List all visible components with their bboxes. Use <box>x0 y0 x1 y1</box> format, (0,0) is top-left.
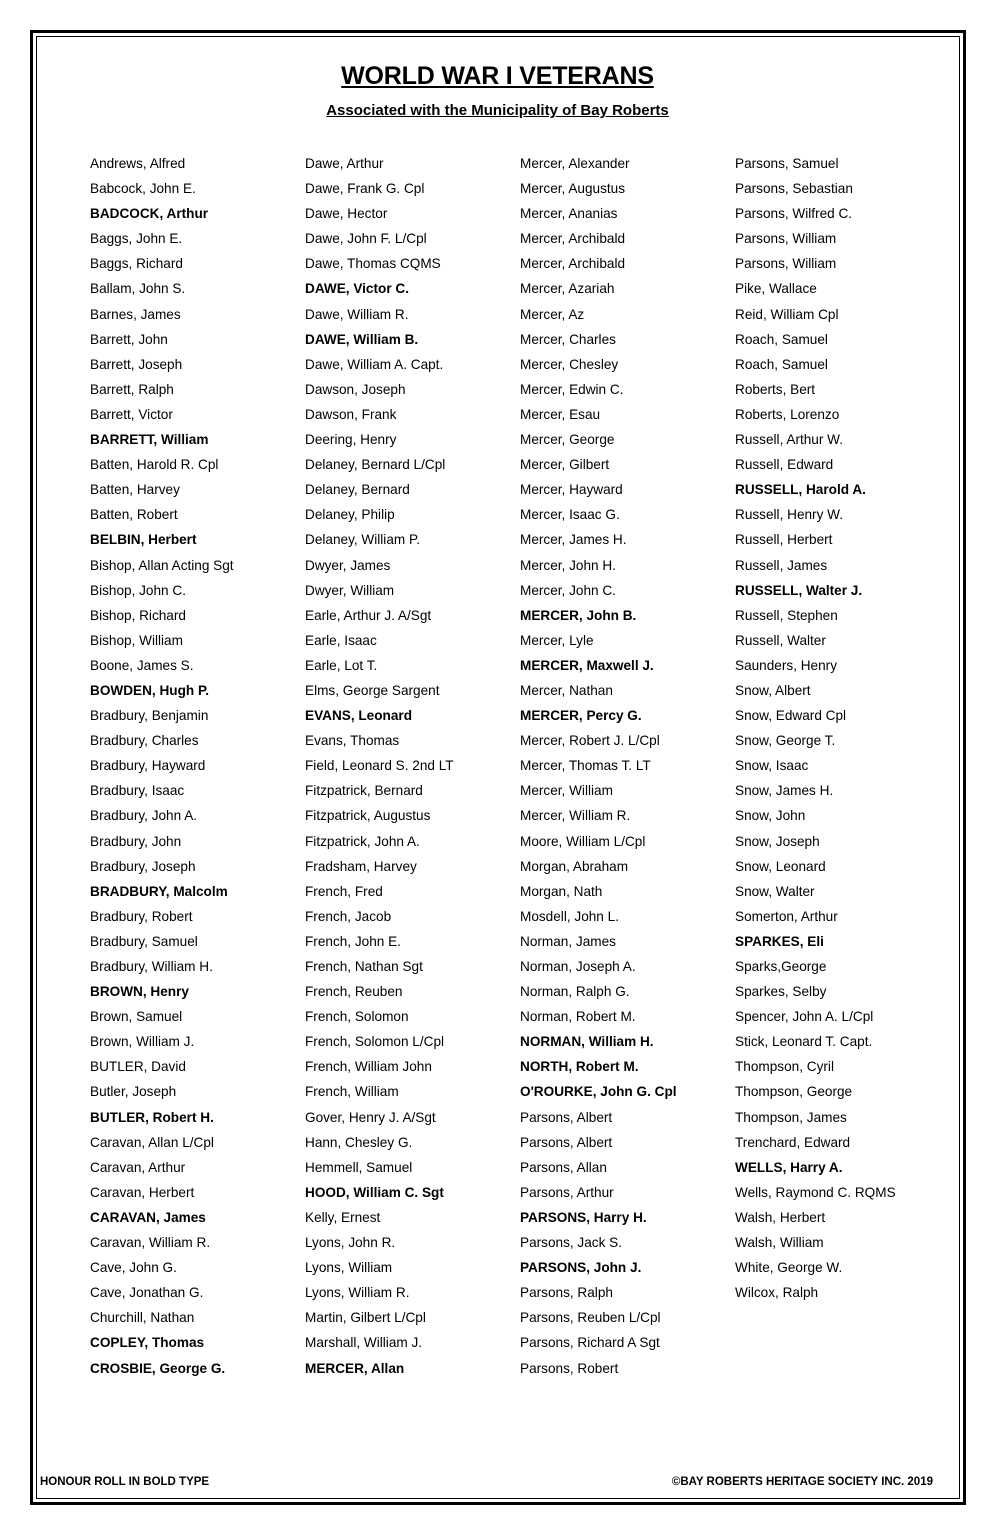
veteran-name: Cave, John G. <box>90 1260 177 1276</box>
veteran-name: Caravan, Allan L/Cpl <box>90 1134 214 1150</box>
name-column-4 <box>735 153 896 1307</box>
copyright-notice: ©BAY ROBERTS HERITAGE SOCIETY INC. 2019 <box>671 1476 933 1488</box>
veteran-name: Deering, Henry <box>305 432 397 448</box>
veteran-name: Dawe, Hector <box>305 206 388 222</box>
veteran-name: Norman, Robert M. <box>520 1009 636 1025</box>
veteran-name: Mercer, Lyle <box>520 632 594 648</box>
name-column-1 <box>90 153 234 1383</box>
veteran-name: Cave, Jonathan G. <box>90 1285 204 1301</box>
veteran-name: Thompson, Cyril <box>735 1059 834 1075</box>
veteran-name: Snow, Edward Cpl <box>735 708 847 724</box>
veteran-name: Caravan, Arthur <box>90 1159 186 1175</box>
veteran-name: BUTLER, David <box>90 1059 186 1075</box>
veteran-name: Brown, Samuel <box>90 1009 183 1025</box>
veteran-name: Barrett, Victor <box>90 406 173 422</box>
veteran-name: Field, Leonard S. 2nd LT <box>305 758 454 774</box>
veteran-name: Andrews, Alfred <box>90 156 186 171</box>
veteran-name: French, Jacob <box>305 908 392 924</box>
veteran-name: BRADBURY, Malcolm <box>90 883 228 899</box>
veteran-name: Bishop, Allan Acting Sgt <box>90 557 234 573</box>
veteran-name: DAWE, William B. <box>305 331 419 347</box>
veteran-name: NORTH, Robert M. <box>520 1059 639 1075</box>
veteran-name: Bradbury, Benjamin <box>90 708 209 724</box>
veteran-name: SPARKES, Eli <box>735 933 824 949</box>
veteran-name: Fitzpatrick, Bernard <box>305 783 423 799</box>
veteran-name: BOWDEN, Hugh P. <box>90 682 210 698</box>
veteran-name: MERCER, Percy G. <box>520 708 642 724</box>
veteran-name: Somerton, Arthur <box>735 908 838 924</box>
veteran-name: Mercer, John C. <box>520 582 616 598</box>
veteran-name: Thompson, James <box>735 1109 847 1125</box>
veteran-name: Russell, Edward <box>735 457 834 473</box>
veteran-name: Bishop, William <box>90 632 183 648</box>
veteran-name: Dawson, Frank <box>305 406 397 422</box>
veteran-name: French, Solomon <box>305 1009 409 1025</box>
veteran-name: Hemmell, Samuel <box>305 1159 413 1175</box>
veteran-name: Norman, James <box>520 933 616 949</box>
veteran-name: Parsons, Robert <box>520 1360 619 1376</box>
veteran-name: French, Nathan Sgt <box>305 959 423 974</box>
veteran-name: Russell, Walter <box>735 632 826 648</box>
veteran-name: Mercer, Edwin C. <box>520 381 624 397</box>
veteran-name: Fitzpatrick, Augustus <box>305 808 431 824</box>
veteran-name: Snow, Walter <box>735 883 815 899</box>
veteran-name: Delaney, Philip <box>305 507 395 523</box>
veteran-name: MERCER, John B. <box>520 607 637 623</box>
veteran-name: Mercer, William R. <box>520 808 631 824</box>
veteran-name: Bishop, John C. <box>90 582 186 598</box>
veteran-name: Russell, Henry W. <box>735 507 844 523</box>
name-column-2 <box>305 153 454 1383</box>
veteran-name: Snow, Joseph <box>735 833 820 849</box>
veteran-name: RUSSELL, Harold A. <box>735 482 866 498</box>
veteran-name: Parsons, Albert <box>520 1109 613 1125</box>
veteran-name: Batten, Robert <box>90 507 178 523</box>
veteran-name: Russell, Arthur W. <box>735 432 844 448</box>
veteran-name: White, George W. <box>735 1260 843 1276</box>
veteran-name: French, William <box>305 1084 399 1100</box>
veteran-name: Baggs, John E. <box>90 231 183 247</box>
veteran-name: Roberts, Bert <box>735 381 816 397</box>
veteran-name: BARRETT, William <box>90 432 209 448</box>
veteran-name: Parsons, Richard A Sgt <box>520 1335 660 1351</box>
veteran-name: O'ROURKE, John G. Cpl <box>520 1084 677 1100</box>
veteran-name: BROWN, Henry <box>90 984 189 1000</box>
veteran-name: Ballam, John S. <box>90 281 186 297</box>
veteran-name: CROSBIE, George G. <box>90 1360 226 1376</box>
veteran-name: PARSONS, John J. <box>520 1260 642 1276</box>
veteran-name: Elms, George Sargent <box>305 682 440 698</box>
veteran-name: Parsons, William <box>735 231 837 247</box>
veteran-name: Morgan, Abraham <box>520 858 629 874</box>
veteran-name: Mercer, Hayward <box>520 482 623 498</box>
veteran-name: Fradsham, Harvey <box>305 858 417 874</box>
veteran-name: Dawson, Joseph <box>305 381 406 397</box>
veteran-name: Delaney, Bernard <box>305 482 410 498</box>
veteran-name: Spencer, John A. L/Cpl <box>735 1009 874 1025</box>
veteran-name: PARSONS, Harry H. <box>520 1209 647 1225</box>
veteran-name: Trenchard, Edward <box>735 1134 851 1150</box>
veteran-name: Caravan, William R. <box>90 1235 211 1251</box>
veteran-name: Sparkes, Selby <box>735 984 827 1000</box>
veteran-name: Mercer, Chesley <box>520 356 619 372</box>
veteran-name: Pike, Wallace <box>735 281 817 297</box>
veteran-name: Hann, Chesley G. <box>305 1134 413 1150</box>
page-title: WORLD WAR I VETERANS <box>341 62 654 90</box>
veteran-name: Parsons, Wilfred C. <box>735 206 853 222</box>
veteran-name: Snow, James H. <box>735 783 834 799</box>
veteran-name: French, Solomon L/Cpl <box>305 1034 445 1050</box>
veteran-name: Mercer, Nathan <box>520 682 613 698</box>
veteran-name: RUSSELL, Walter J. <box>735 582 863 598</box>
veteran-name: Parsons, Reuben L/Cpl <box>520 1310 661 1326</box>
veteran-name: Parsons, Allan <box>520 1159 607 1175</box>
veteran-name: Lyons, John R. <box>305 1235 396 1251</box>
veteran-name: Delaney, William P. <box>305 532 421 548</box>
veteran-name: Kelly, Ernest <box>305 1209 381 1225</box>
veteran-name: Russell, Herbert <box>735 532 833 548</box>
veteran-name: Barrett, Ralph <box>90 381 174 397</box>
veteran-name: Mercer, Archibald <box>520 231 626 247</box>
veteran-name: Bradbury, Samuel <box>90 933 198 949</box>
veteran-name: Dawe, Thomas CQMS <box>305 256 441 272</box>
veteran-name: COPLEY, Thomas <box>90 1335 205 1351</box>
veteran-name: Wells, Raymond C. RQMS <box>735 1184 896 1200</box>
veteran-name: Mercer, Alexander <box>520 156 630 171</box>
veteran-name: French, John E. <box>305 933 401 949</box>
veteran-name: Barrett, Joseph <box>90 356 183 372</box>
veteran-name: Snow, Albert <box>735 682 811 698</box>
veteran-name: Delaney, Bernard L/Cpl <box>305 457 446 473</box>
veteran-name: Bradbury, William H. <box>90 959 213 974</box>
page-subtitle: Associated with the Municipality of Bay Roberts <box>326 102 669 119</box>
veteran-name: Mercer, Archibald <box>520 256 626 272</box>
veteran-name: Mercer, Gilbert <box>520 457 610 473</box>
veteran-name: BUTLER, Robert H. <box>90 1109 214 1125</box>
veteran-name: Dwyer, James <box>305 557 391 573</box>
veteran-name: Baggs, Richard <box>90 256 183 272</box>
veteran-name: Mercer, Ananias <box>520 206 618 222</box>
veteran-name: Walsh, William <box>735 1235 824 1251</box>
veteran-name: Batten, Harold R. Cpl <box>90 457 219 473</box>
veteran-name: Thompson, George <box>735 1084 853 1100</box>
veteran-name: Bradbury, John A. <box>90 808 198 824</box>
veteran-name: Russell, Stephen <box>735 607 838 623</box>
veteran-name: Mosdell, John L. <box>520 908 619 924</box>
veteran-name: HOOD, William C. Sgt <box>305 1184 444 1200</box>
veteran-name: Walsh, Herbert <box>735 1209 826 1225</box>
veteran-name: Parsons, Samuel <box>735 156 839 171</box>
veteran-name: Bradbury, Hayward <box>90 758 206 774</box>
veteran-name: French, Reuben <box>305 984 403 1000</box>
veteran-name: Parsons, William <box>735 256 837 272</box>
honour-roll-note: HONOUR ROLL IN BOLD TYPE <box>40 1476 210 1488</box>
veteran-name: Earle, Isaac <box>305 632 377 648</box>
veteran-name: Parsons, Albert <box>520 1134 613 1150</box>
veteran-name: French, William John <box>305 1059 432 1075</box>
veteran-name: MERCER, Maxwell J. <box>520 657 654 673</box>
veteran-name: Dwyer, William <box>305 582 395 598</box>
veteran-name: Parsons, Arthur <box>520 1184 614 1200</box>
veteran-name: Roach, Samuel <box>735 356 828 372</box>
veteran-name: Boone, James S. <box>90 657 194 673</box>
veteran-name: Snow, Isaac <box>735 758 809 774</box>
veteran-name: Mercer, William <box>520 783 613 799</box>
veteran-name: Snow, John <box>735 808 806 824</box>
veteran-name: Barnes, James <box>90 306 181 322</box>
veteran-name: Bradbury, Robert <box>90 908 193 924</box>
veteran-name: Marshall, William J. <box>305 1335 423 1351</box>
veteran-name: Bradbury, Isaac <box>90 783 185 799</box>
veteran-name: Dawe, William A. Capt. <box>305 356 444 372</box>
name-column-3 <box>520 153 677 1383</box>
veteran-name: Bishop, Richard <box>90 607 186 623</box>
veteran-name: Norman, Joseph A. <box>520 959 636 974</box>
veteran-name: Saunders, Henry <box>735 657 838 673</box>
veteran-name: MERCER, Allan <box>305 1360 405 1376</box>
veteran-name: Reid, William Cpl <box>735 306 839 322</box>
veteran-name: Sparks,George <box>735 959 827 974</box>
veteran-name: Parsons, Sebastian <box>735 181 853 197</box>
veteran-name: French, Fred <box>305 883 383 899</box>
veteran-name: Wilcox, Ralph <box>735 1285 819 1301</box>
veteran-name: Brown, William J. <box>90 1034 195 1050</box>
veteran-name: Mercer, Charles <box>520 331 616 347</box>
veteran-name: Roach, Samuel <box>735 331 828 347</box>
veteran-name: CARAVAN, James <box>90 1209 206 1225</box>
veteran-name: Morgan, Nath <box>520 883 603 899</box>
veteran-name: Stick, Leonard T. Capt. <box>735 1034 873 1050</box>
veteran-name: Mercer, Az <box>520 306 585 322</box>
veteran-name: Babcock, John E. <box>90 181 196 197</box>
veteran-name: BADCOCK, Arthur <box>90 206 209 222</box>
veteran-name: Lyons, William <box>305 1260 393 1276</box>
veteran-name: Mercer, Isaac G. <box>520 507 620 523</box>
veteran-name: Dawe, William R. <box>305 306 409 322</box>
veteran-name: Butler, Joseph <box>90 1084 177 1100</box>
veteran-name: Batten, Harvey <box>90 482 180 498</box>
veteran-name: Lyons, William R. <box>305 1285 410 1301</box>
veteran-name: Bradbury, John <box>90 833 182 849</box>
veteran-name: Martin, Gilbert L/Cpl <box>305 1310 426 1326</box>
veteran-name: Mercer, Esau <box>520 406 601 422</box>
veteran-name: Mercer, James H. <box>520 532 627 548</box>
veteran-name: Mercer, John H. <box>520 557 616 573</box>
veteran-name: NORMAN, William H. <box>520 1034 654 1050</box>
veteran-name: Snow, Leonard <box>735 858 826 874</box>
veteran-name: Moore, William L/Cpl <box>520 833 646 849</box>
veteran-name: EVANS, Leonard <box>305 708 413 724</box>
veteran-name: Earle, Lot T. <box>305 657 378 673</box>
veteran-name: Dawe, Arthur <box>305 156 384 171</box>
veteran-name: DAWE, Victor C. <box>305 281 409 297</box>
veteran-name: WELLS, Harry A. <box>735 1159 843 1175</box>
veteran-name: Parsons, Jack S. <box>520 1235 622 1251</box>
veteran-name: Bradbury, Charles <box>90 733 199 749</box>
veteran-name: Norman, Ralph G. <box>520 984 630 1000</box>
veteran-name: Mercer, Augustus <box>520 181 626 197</box>
veteran-name: Dawe, John F. L/Cpl <box>305 231 427 247</box>
veteran-name: Mercer, Azariah <box>520 281 615 297</box>
veteran-name: Mercer, Robert J. L/Cpl <box>520 733 660 749</box>
veteran-name: Dawe, Frank G. Cpl <box>305 181 425 197</box>
veteran-name: Mercer, George <box>520 432 615 448</box>
veteran-name: Mercer, Thomas T. LT <box>520 758 651 774</box>
veteran-name: Evans, Thomas <box>305 733 400 749</box>
veteran-name: Gover, Henry J. A/Sgt <box>305 1109 436 1125</box>
veteran-name: Russell, James <box>735 557 828 573</box>
veteran-name: Caravan, Herbert <box>90 1184 195 1200</box>
veteran-name: Snow, George T. <box>735 733 836 749</box>
veteran-name: Earle, Arthur J. A/Sgt <box>305 607 432 623</box>
veteran-name: Bradbury, Joseph <box>90 858 196 874</box>
veteran-name: Roberts, Lorenzo <box>735 406 840 422</box>
veteran-name: Fitzpatrick, John A. <box>305 833 420 849</box>
veteran-name: Barrett, John <box>90 331 168 347</box>
veteran-name: BELBIN, Herbert <box>90 532 197 548</box>
veteran-name: Parsons, Ralph <box>520 1285 613 1301</box>
veteran-name: Churchill, Nathan <box>90 1310 195 1326</box>
